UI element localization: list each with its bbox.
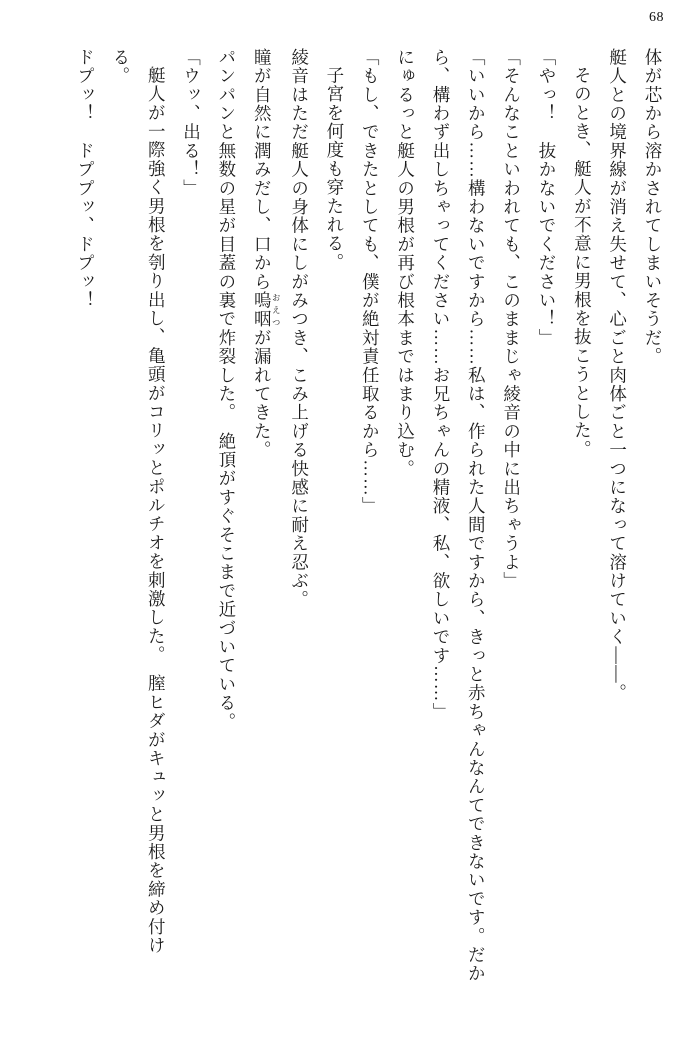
paragraph: パンパンと無数の星が目蓋の裏で炸裂した。 絶頂がすぐそこまで近づいている。 [216, 48, 237, 732]
ruby-reading: おえつ [271, 291, 282, 329]
paragraph: 綾音はただ艇人の身体にしがみつき、こみ上げる快感に耐え忍ぶ。 [289, 48, 310, 609]
ruby-term [252, 291, 282, 329]
paragraph: 「そんなこといわれても、このままじゃ綾音の中に出ちゃうよ」 [501, 48, 522, 591]
page-number: 68 [649, 10, 664, 25]
paragraph: 「ウッ、出る！」 [181, 48, 202, 198]
paragraph: 「いいから……構わないですから……私は、作られた人間ですから、きっと赤ちゃんなんてできないです。だから、構わず出しちゃってください……お兄ちゃんの精液、私、欲しいです……」 [430, 48, 487, 983]
paragraph: にゅるっと艇人の男根が再び根本まではまり込む。 [395, 48, 416, 479]
paragraph-with-ruby [244, 48, 281, 990]
paragraph: 「やっ！ 抜かないでください！」 [536, 48, 557, 348]
paragraph: 子宮を何度も穿たれる。 [324, 65, 345, 272]
paragraph: 艇人が一際強く男根を刳り出し、亀頭がコリッとポルチオを刺激した。 膣ヒダがキュッと男根を締め付ける。 [110, 48, 167, 955]
paragraph-ruby-prefix: 瞳が自然に潤みだし、口から [252, 48, 273, 292]
paragraph: 艇人との境界線が消え失せて、心ごと肉体ごと一つになって溶けていく――。 [607, 48, 628, 703]
paragraph: ドプッ！ ドププッ、ドプッ！ [75, 48, 96, 310]
paragraph-ruby-suffix: が漏れてきた。 [252, 328, 273, 460]
ruby-base: 嗚咽 [252, 291, 273, 329]
paragraph: そのとき、艇人が不意に男根を抜こうとした。 [572, 65, 593, 459]
paragraph: 「もし、できたとしても、僕が絶対責任取るから……」 [360, 48, 381, 516]
page-text-body [48, 48, 670, 990]
paragraph: 体が芯から溶かされてしまいそうだ。 [643, 48, 663, 366]
